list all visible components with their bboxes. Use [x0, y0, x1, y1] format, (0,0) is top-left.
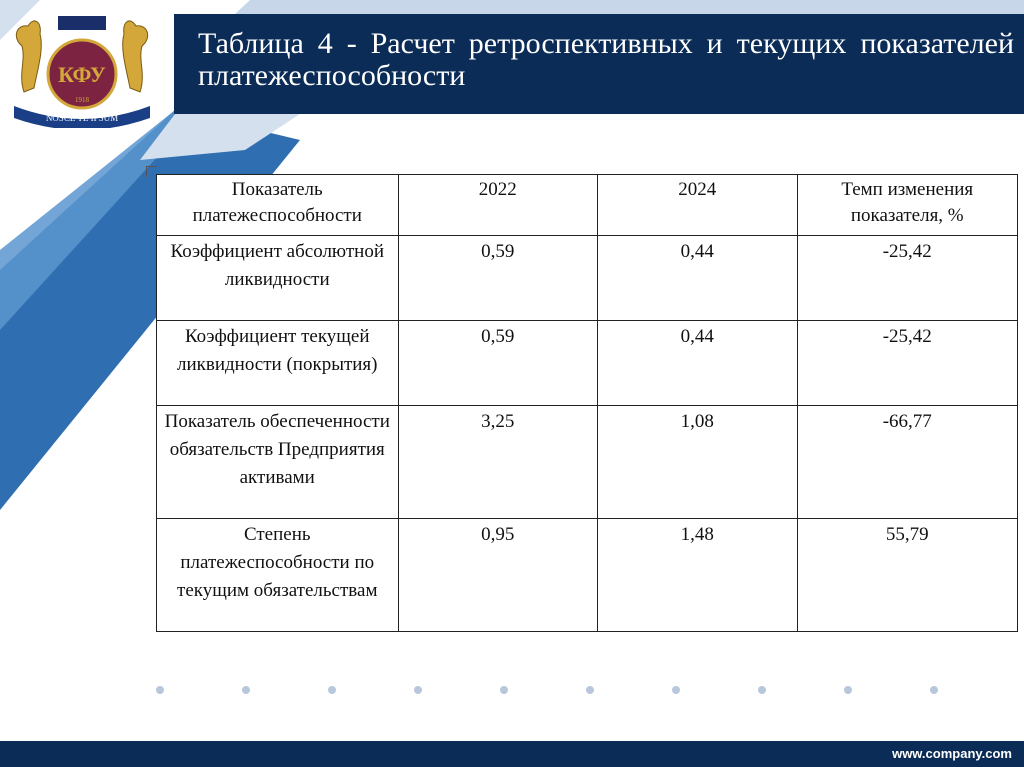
header-change-rate: Темп изменения показателя, %	[797, 175, 1018, 236]
footer-bar	[0, 741, 1024, 767]
dot	[758, 686, 766, 694]
dot	[586, 686, 594, 694]
cell-indicator: Степень платежеспособности по текущим обязательствам	[157, 519, 399, 632]
cell-2024: 1,08	[598, 406, 798, 519]
header-2022: 2022	[398, 175, 598, 236]
logo-year: 1918	[75, 96, 89, 104]
logo-motto: NOSCE TE IPSUM	[45, 113, 119, 123]
header-indicator: Показатель платежеспособности	[157, 175, 399, 236]
cell-change-rate: -25,42	[797, 321, 1018, 406]
cell-change-rate: 55,79	[797, 519, 1018, 632]
title-banner	[174, 14, 1024, 114]
cell-change-rate: -25,42	[797, 236, 1018, 321]
cell-2024: 1,48	[598, 519, 798, 632]
cell-2022: 0,95	[398, 519, 598, 632]
footer-url: www.company.com	[892, 746, 1012, 761]
cell-2024: 0,44	[598, 236, 798, 321]
logo-monogram: КФУ	[58, 62, 106, 87]
dot	[930, 686, 938, 694]
dot	[500, 686, 508, 694]
table-row	[157, 519, 1018, 632]
cell-2024: 0,44	[598, 321, 798, 406]
cell-indicator: Коэффициент текущей ликвидности (покрытия)	[157, 321, 399, 406]
dot	[414, 686, 422, 694]
table-anchor-mark	[146, 166, 157, 177]
table-header-row	[157, 175, 1018, 236]
dot	[242, 686, 250, 694]
cell-2022: 3,25	[398, 406, 598, 519]
slide-title: Таблица 4 - Расчет ретроспективных и текущих показателей платежеспособности	[198, 27, 1014, 92]
cell-indicator: Показатель обеспеченности обязательств Предприятия активами	[157, 406, 399, 519]
solvency-table	[156, 174, 1018, 632]
table-row	[157, 321, 1018, 406]
dot	[844, 686, 852, 694]
dot	[672, 686, 680, 694]
university-logo	[4, 8, 160, 128]
cell-2022: 0,59	[398, 236, 598, 321]
cell-indicator: Коэффициент абсолютной ликвидности	[157, 236, 399, 321]
header-2024: 2024	[598, 175, 798, 236]
table-row	[157, 236, 1018, 321]
cell-2022: 0,59	[398, 321, 598, 406]
dot	[156, 686, 164, 694]
dot	[328, 686, 336, 694]
cell-change-rate: -66,77	[797, 406, 1018, 519]
table-row	[157, 406, 1018, 519]
decorative-dots	[156, 686, 946, 698]
